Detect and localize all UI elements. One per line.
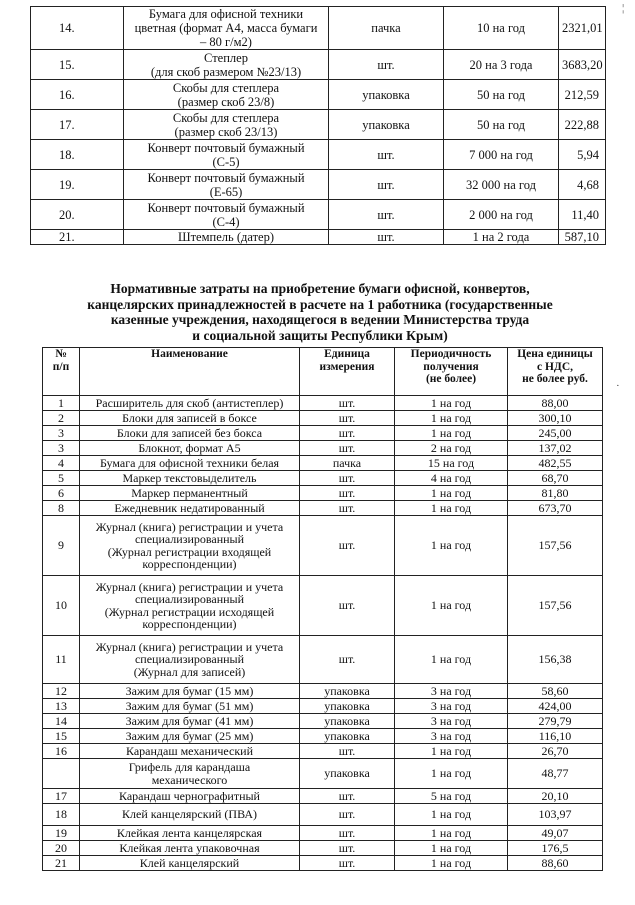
table-row (43, 471, 603, 486)
table-row (43, 826, 603, 841)
table-row (43, 804, 603, 826)
top-table-row (31, 50, 606, 80)
cell-name (80, 411, 300, 426)
top-table-row (31, 110, 606, 140)
cell-price: 68,70 (508, 471, 603, 486)
cell-price: 4,68 (559, 170, 606, 200)
cell-name (80, 396, 300, 411)
table-row (43, 576, 603, 636)
cell-name-line: специализированный (134, 532, 245, 546)
cell-name-line: цветная (формат А4, масса бумаги (134, 21, 318, 35)
cell-name (80, 729, 300, 744)
cell-unit: шт. (300, 396, 395, 411)
cell-num: 19. (31, 170, 124, 200)
cell-name-line: Клейкая лента канцелярская (116, 825, 263, 840)
cell-name-line: (Журнал регистрации входящей (107, 544, 272, 559)
cell-num: 17 (43, 789, 80, 804)
cell-period: 1 на год (395, 501, 508, 516)
cell-num: 17. (31, 110, 124, 140)
cell-period: 1 на год (395, 759, 508, 789)
cell-num: 8 (43, 501, 80, 516)
cell-period: 1 на год (395, 576, 508, 636)
cell-name-line: специализированный (134, 592, 245, 606)
cell-price: 482,55 (508, 456, 603, 471)
cell-price: 212,59 (559, 80, 606, 110)
cell-unit: шт. (300, 744, 395, 759)
cell-unit: упаковка (300, 714, 395, 729)
header-price: Цена единицы с НДС, не более руб. (508, 348, 603, 396)
table-row (43, 396, 603, 411)
table-row (43, 486, 603, 501)
cell-period: 1 на 2 года (444, 230, 559, 245)
cell-price: 116,10 (508, 729, 603, 744)
cell-name-line: (Е-65) (209, 184, 243, 199)
top-table-row (31, 140, 606, 170)
cell-num: 14. (31, 7, 124, 50)
header-unit: Единица измерения (300, 348, 395, 396)
cell-name-line: Конверт почтовый бумажный (147, 140, 305, 155)
cell-unit: шт. (329, 230, 444, 245)
cell-num: 18 (43, 804, 80, 826)
cell-num: 19 (43, 826, 80, 841)
cell-num: 14 (43, 714, 80, 729)
cell-price: 222,88 (559, 110, 606, 140)
cell-period: 3 на год (395, 699, 508, 714)
cell-num: 12 (43, 684, 80, 699)
cell-period: 1 на год (395, 826, 508, 841)
cell-unit: шт. (300, 441, 395, 456)
cell-name (124, 80, 329, 110)
table-row (43, 426, 603, 441)
cell-unit: шт. (329, 170, 444, 200)
cell-num (43, 759, 80, 789)
cell-price: 26,70 (508, 744, 603, 759)
cell-name-line: Степлер (204, 50, 248, 65)
cell-name-line: Журнал (книга) регистрации и учета (95, 579, 284, 594)
cell-name-line: Блоки для записей без бокса (116, 425, 263, 440)
cell-unit: упаковка (300, 684, 395, 699)
cell-price: 673,70 (508, 501, 603, 516)
cell-num: 2 (43, 411, 80, 426)
cell-name-line: (размер скоб 23/13) (174, 124, 278, 139)
cell-name-line: Штемпель (датер) (177, 230, 274, 244)
cell-name (80, 684, 300, 699)
cell-unit: упаковка (329, 110, 444, 140)
cell-name-line: Скобы для степлера (172, 110, 280, 125)
cell-name-line: Зажим для бумаг (41 мм) (125, 713, 254, 728)
cell-name (80, 804, 300, 826)
cell-name (124, 230, 329, 245)
cell-name (80, 699, 300, 714)
cell-period: 1 на год (395, 856, 508, 871)
cell-name-line: (С-4) (212, 214, 240, 229)
cell-name (80, 714, 300, 729)
cell-num: 5 (43, 471, 80, 486)
cell-num: 6 (43, 486, 80, 501)
cell-name-line: Зажим для бумаг (51 мм) (125, 698, 254, 713)
cell-name-line: (для скоб размером №23/13) (150, 64, 302, 79)
table-row (43, 789, 603, 804)
cell-unit: шт. (300, 411, 395, 426)
cell-period: 1 на год (395, 841, 508, 856)
cell-unit: шт. (300, 501, 395, 516)
cell-num: 3 (43, 441, 80, 456)
cell-name-line: Маркер перманентный (131, 485, 248, 500)
cell-unit: упаковка (300, 759, 395, 789)
cell-name-line: Расширитель для скоб (антистеплер) (95, 395, 284, 410)
cell-name-line: Бумага для офисной техники (148, 7, 304, 21)
cell-num: 20. (31, 200, 124, 230)
table-row (43, 714, 603, 729)
cell-price: 103,97 (508, 804, 603, 826)
cell-period: 1 на год (395, 426, 508, 441)
cell-name-line: Карандаш чернографитный (119, 788, 260, 803)
cell-period: 1 на год (395, 396, 508, 411)
cell-name-line: Клейкая лента упаковочная (119, 840, 260, 855)
cell-name (80, 636, 300, 684)
cell-name (80, 501, 300, 516)
cell-name-line: Блокнот, формат А5 (138, 440, 241, 455)
cell-price: 157,56 (508, 516, 603, 576)
cell-name (124, 7, 329, 50)
top-table-row (31, 170, 606, 200)
cell-price: 157,56 (508, 576, 603, 636)
cell-name (124, 110, 329, 140)
cell-price: 2321,01 (559, 7, 606, 50)
cell-name-line: Скобы для степлера (172, 80, 280, 95)
cell-name (80, 486, 300, 501)
cell-name-line: Журнал (книга) регистрации и учета (95, 519, 284, 534)
cell-price: 3683,20 (559, 50, 606, 80)
header-num: № п/п (43, 348, 80, 396)
table-row (43, 744, 603, 759)
cell-price: 245,00 (508, 426, 603, 441)
edge-mark: ¦ (622, 2, 625, 14)
cell-unit: шт. (300, 826, 395, 841)
cell-name (124, 140, 329, 170)
cell-num: 1 (43, 396, 80, 411)
cell-unit: шт. (300, 486, 395, 501)
cell-name-line: Конверт почтовый бумажный (147, 200, 305, 215)
cell-name-line: Клей канцелярский (139, 855, 240, 870)
header-row (43, 348, 603, 396)
cell-unit: упаковка (300, 699, 395, 714)
cell-period: 1 на год (395, 744, 508, 759)
cell-name (124, 200, 329, 230)
cell-name-line: Карандаш механический (125, 743, 254, 758)
cell-name (80, 471, 300, 486)
table-row (43, 684, 603, 699)
top-table-row (31, 7, 606, 50)
cell-name-line: специализированный (134, 652, 245, 667)
cell-period: 50 на год (444, 80, 559, 110)
cell-num: 16. (31, 80, 124, 110)
header-period: Периодичность получения (не более) (395, 348, 508, 396)
cell-period: 32 000 на год (444, 170, 559, 200)
cell-period: 3 на год (395, 684, 508, 699)
table-row (43, 516, 603, 576)
cell-name-line: Блоки для записей в боксе (122, 410, 257, 425)
cell-period: 1 на год (395, 486, 508, 501)
cell-period: 1 на год (395, 411, 508, 426)
cell-name (80, 441, 300, 456)
cell-period: 20 на 3 года (444, 50, 559, 80)
cell-period: 10 на год (444, 7, 559, 50)
cell-name (80, 576, 300, 636)
cell-price: 587,10 (559, 230, 606, 245)
top-table-row (31, 80, 606, 110)
cell-price: 156,38 (508, 636, 603, 684)
cell-name (80, 426, 300, 441)
cell-name-line: (С-5) (212, 154, 240, 169)
cell-price: 5,94 (559, 140, 606, 170)
cell-price: 88,60 (508, 856, 603, 871)
table-row (43, 699, 603, 714)
cell-name-line: Бумага для офисной техники белая (99, 455, 280, 470)
cell-num: 9 (43, 516, 80, 576)
cell-num: 20 (43, 841, 80, 856)
cell-num: 21. (31, 230, 124, 245)
cell-name (80, 826, 300, 841)
cell-name-line: (размер скоб 23/8) (177, 94, 275, 109)
cell-unit: упаковка (329, 80, 444, 110)
cell-unit: шт. (300, 576, 395, 636)
cell-num: 11 (43, 636, 80, 684)
cell-name (124, 50, 329, 80)
cell-period: 3 на год (395, 729, 508, 744)
cell-unit: шт. (300, 516, 395, 576)
cell-unit: шт. (300, 841, 395, 856)
cell-unit: шт. (329, 50, 444, 80)
cell-name (124, 170, 329, 200)
cell-price: 300,10 (508, 411, 603, 426)
cell-num: 15. (31, 50, 124, 80)
cell-name-line: Ежедневник недатированный (114, 500, 265, 515)
cell-num: 4 (43, 456, 80, 471)
cell-num: 3 (43, 426, 80, 441)
cell-unit: шт. (329, 140, 444, 170)
table-row (43, 729, 603, 744)
cell-name (80, 744, 300, 759)
table-row (43, 456, 603, 471)
cell-name (80, 456, 300, 471)
cell-name (80, 789, 300, 804)
cell-period: 50 на год (444, 110, 559, 140)
cell-name-line: корреспонденции) (142, 617, 237, 631)
cell-unit: шт. (300, 636, 395, 684)
table-row (43, 441, 603, 456)
cell-unit: шт. (329, 200, 444, 230)
cell-price: 88,00 (508, 396, 603, 411)
cell-period: 7 000 на год (444, 140, 559, 170)
cell-price: 176,5 (508, 841, 603, 856)
cell-unit: шт. (300, 804, 395, 826)
cell-period: 1 на год (395, 636, 508, 684)
cell-unit: пачка (300, 456, 395, 471)
cell-num: 10 (43, 576, 80, 636)
table-row (43, 759, 603, 789)
cell-price: 48,77 (508, 759, 603, 789)
cell-price: 137,02 (508, 441, 603, 456)
top-table-row (31, 200, 606, 230)
cell-num: 18. (31, 140, 124, 170)
table-row (43, 501, 603, 516)
edge-mark: · (616, 380, 620, 392)
cell-name-line: – 80 г/м2) (200, 35, 252, 49)
cell-name-line: Журнал (книга) регистрации и учета (95, 639, 284, 654)
cell-period: 2 на год (395, 441, 508, 456)
cell-unit: шт. (300, 789, 395, 804)
cell-unit: шт. (300, 856, 395, 871)
cell-price: 49,07 (508, 826, 603, 841)
cell-name-line: Конверт почтовый бумажный (147, 170, 305, 185)
cell-period: 15 на год (395, 456, 508, 471)
table-row (43, 841, 603, 856)
table-row (43, 856, 603, 871)
cell-price: 424,00 (508, 699, 603, 714)
cell-period: 5 на год (395, 789, 508, 804)
cell-name-line: Грифель для карандаша (128, 760, 251, 774)
cell-period: 1 на год (395, 804, 508, 826)
cell-name-line: Зажим для бумаг (25 мм) (125, 728, 254, 743)
cell-name (80, 856, 300, 871)
cell-unit: упаковка (300, 729, 395, 744)
cell-price: 58,60 (508, 684, 603, 699)
cell-period: 1 на год (395, 516, 508, 576)
cell-name (80, 841, 300, 856)
cell-name-line: Маркер текстовыделитель (122, 470, 257, 485)
cell-price: 20,10 (508, 789, 603, 804)
cell-name (80, 516, 300, 576)
cell-name-line: механического (151, 772, 228, 787)
cell-name-line: (Журнал для записей) (133, 664, 246, 679)
table-row (43, 411, 603, 426)
cell-num: 15 (43, 729, 80, 744)
main-table (42, 347, 603, 871)
cell-name-line: корреспонденции) (142, 557, 237, 571)
table-row (43, 636, 603, 684)
cell-unit: шт. (300, 471, 395, 486)
section-title: Нормативные затраты на приобретение бумаги офисной, конвертов, канцелярских принадлежностей в расчете на 1 работника (государственные казенные учреждения, находящегося в ведении Министерства труда и социальной защиты Республики Крым) (87, 281, 553, 343)
cell-num: 21 (43, 856, 80, 871)
top-table-row (31, 230, 606, 245)
cell-num: 16 (43, 744, 80, 759)
cell-price: 11,40 (559, 200, 606, 230)
cell-unit: шт. (300, 426, 395, 441)
cell-name (80, 759, 300, 789)
cell-price: 279,79 (508, 714, 603, 729)
cell-period: 2 000 на год (444, 200, 559, 230)
cell-name-line: Зажим для бумаг (15 мм) (125, 683, 254, 698)
cell-name-line: Клей канцелярский (ПВА) (122, 807, 257, 822)
cell-unit: пачка (329, 7, 444, 50)
cell-period: 3 на год (395, 714, 508, 729)
cell-num: 13 (43, 699, 80, 714)
header-name: Наименование (80, 348, 300, 396)
cell-period: 4 на год (395, 471, 508, 486)
cell-name-line: (Журнал регистрации исходящей (104, 604, 275, 619)
cell-price: 81,80 (508, 486, 603, 501)
top-table (30, 6, 606, 245)
